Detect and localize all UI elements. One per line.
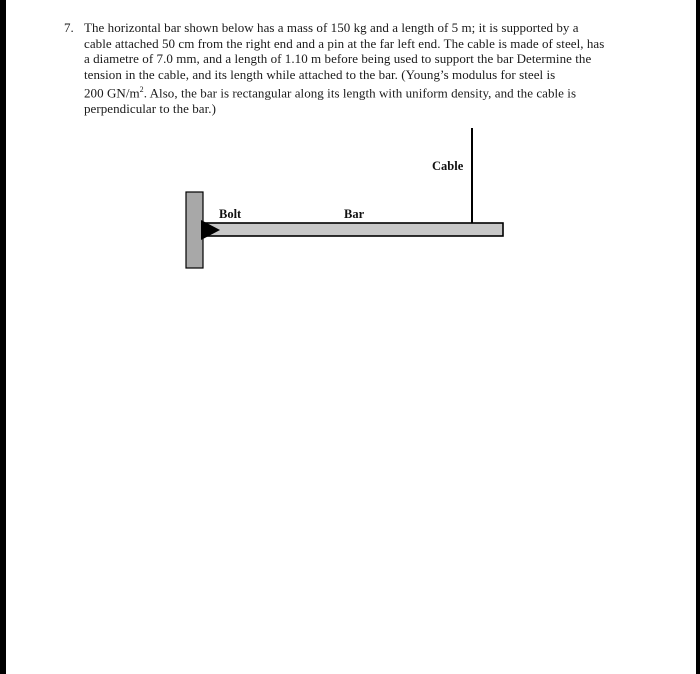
- bar-label: Bar: [344, 207, 365, 221]
- problem-line-6: perpendicular to the bar.): [84, 101, 216, 117]
- wall-support: [186, 192, 203, 268]
- cable-label: Cable: [432, 159, 464, 173]
- bar-diagram-svg: [180, 126, 510, 276]
- bolt-label: Bolt: [219, 207, 242, 221]
- problem-line-3: a diametre of 7.0 mm, and a length of 1.10 m before being used to support the bar Determine the: [84, 51, 592, 67]
- left-frame-border: [0, 0, 6, 674]
- bar-diagram: [180, 126, 510, 276]
- right-frame-border: [696, 0, 700, 674]
- problem-line-4: tension in the cable, and its length while attached to the bar. (Young’s modulus for steel is: [84, 66, 556, 82]
- problem-statement: [64, 20, 644, 117]
- problem-number: 7.: [64, 20, 74, 35]
- problem-text: [84, 20, 644, 117]
- unit-exponent: 2: [139, 85, 144, 95]
- problem-line-5: [84, 82, 644, 101]
- problem-line-1: The horizontal bar shown below has a mass of 150 kg and a length of 5 m; it is supported by a: [84, 20, 579, 35]
- youngs-modulus-value: 200 GN/m: [84, 85, 140, 101]
- horizontal-bar: [203, 223, 503, 236]
- problem-line-2: cable attached 50 cm from the right end and a pin at the far left end. The cable is made of steel, has: [84, 35, 605, 51]
- problem-line-5-rest: . Also, the bar is rectangular along its length with uniform density, and the cable is: [143, 85, 577, 101]
